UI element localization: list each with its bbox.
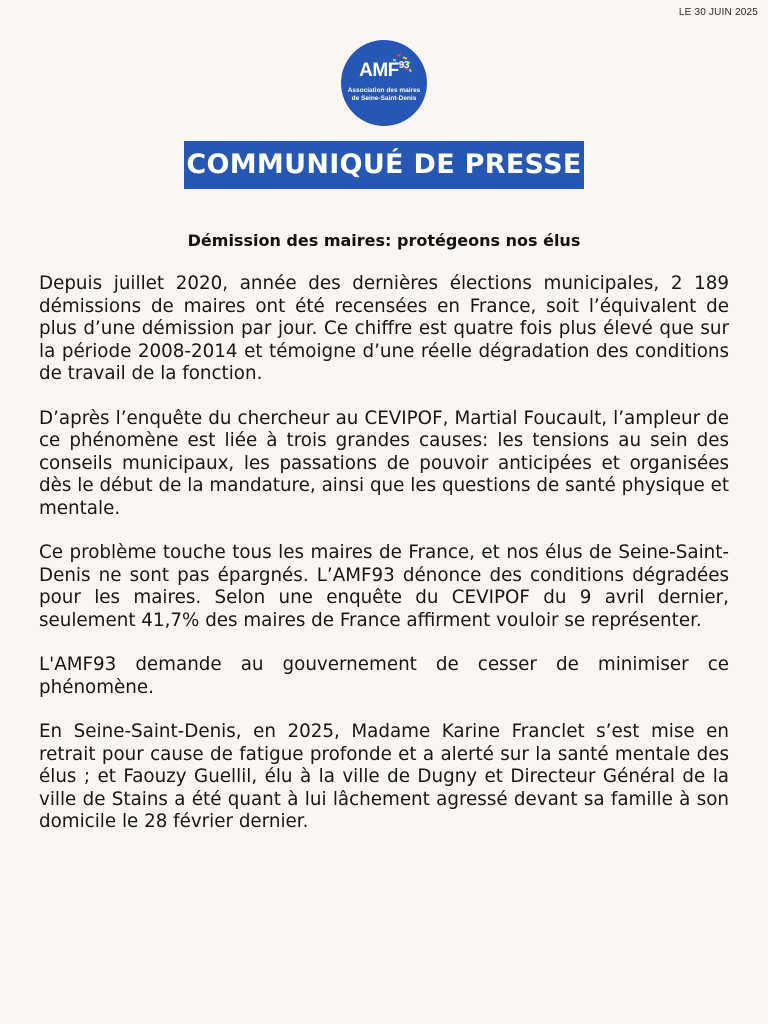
body-paragraph: D’après l’enquête du chercheur au CEVIPOF, Martial Foucault, l’ampleur de ce phénomène est liée à trois grandes causes: les tensions au sein des conseils municipaux, les passations de pouvoir anticipées et organisées dès le début de la mandature, ainsi que les questions de santé physique et mentale.	[39, 407, 729, 519]
body-paragraph: L'AMF93 demande au gouvernement de cesser de minimiser ce phénomène.	[39, 654, 729, 698]
logo-subtitle-line2: de Seine-Saint-Denis	[351, 95, 417, 102]
press-release-banner: COMMUNIQUÉ DE PRESSE	[184, 141, 584, 189]
logo-subtitle-line1: Association des maires	[347, 87, 421, 94]
logo-brand-text: AMF$^{93}$	[359, 60, 409, 81]
press-release-headline: Démission des maires: protégeons nos élus	[187, 231, 581, 250]
body-paragraph: Depuis juillet 2020, année des dernières élections municipales, 2 189 démissions de maires ont été recensées en France, soit l’équivalent de plus d’une démission par jour. Ce chiffre est quatre fois plus élevé que sur la période 2008-2014 et témoigne d’une réelle dégradation des conditions de travail de la fonction.	[39, 273, 729, 384]
body-paragraph: En Seine-Saint-Denis, en 2025, Madame Karine Franclet s’est mise en retrait pour cause de fatigue profonde et a alerté sur la santé mentale des élus ; et Faouzy Guellil, élu à la ville de Dugny et Directeur Général de la ville de Stains a été quant à lui lâchement agressé devant sa famille à son domicile le 28 février dernier.	[39, 721, 729, 832]
amf93-logo	[341, 40, 427, 126]
body-paragraph: Ce problème touche tous les maires de France, et nos élus de Seine-Saint-Denis ne sont pas épargnés. L’AMF93 dénonce des conditions dégradées pour les maires. Selon une enquête du CEVIPOF du 9 avril dernier, seulement 41,7% des maires de France affirment vouloir se représenter.	[39, 542, 729, 631]
press-release-date: LE 30 JUIN 2025	[678, 7, 758, 18]
logo-star-marks	[341, 40, 427, 126]
press-release-body	[39, 273, 729, 856]
